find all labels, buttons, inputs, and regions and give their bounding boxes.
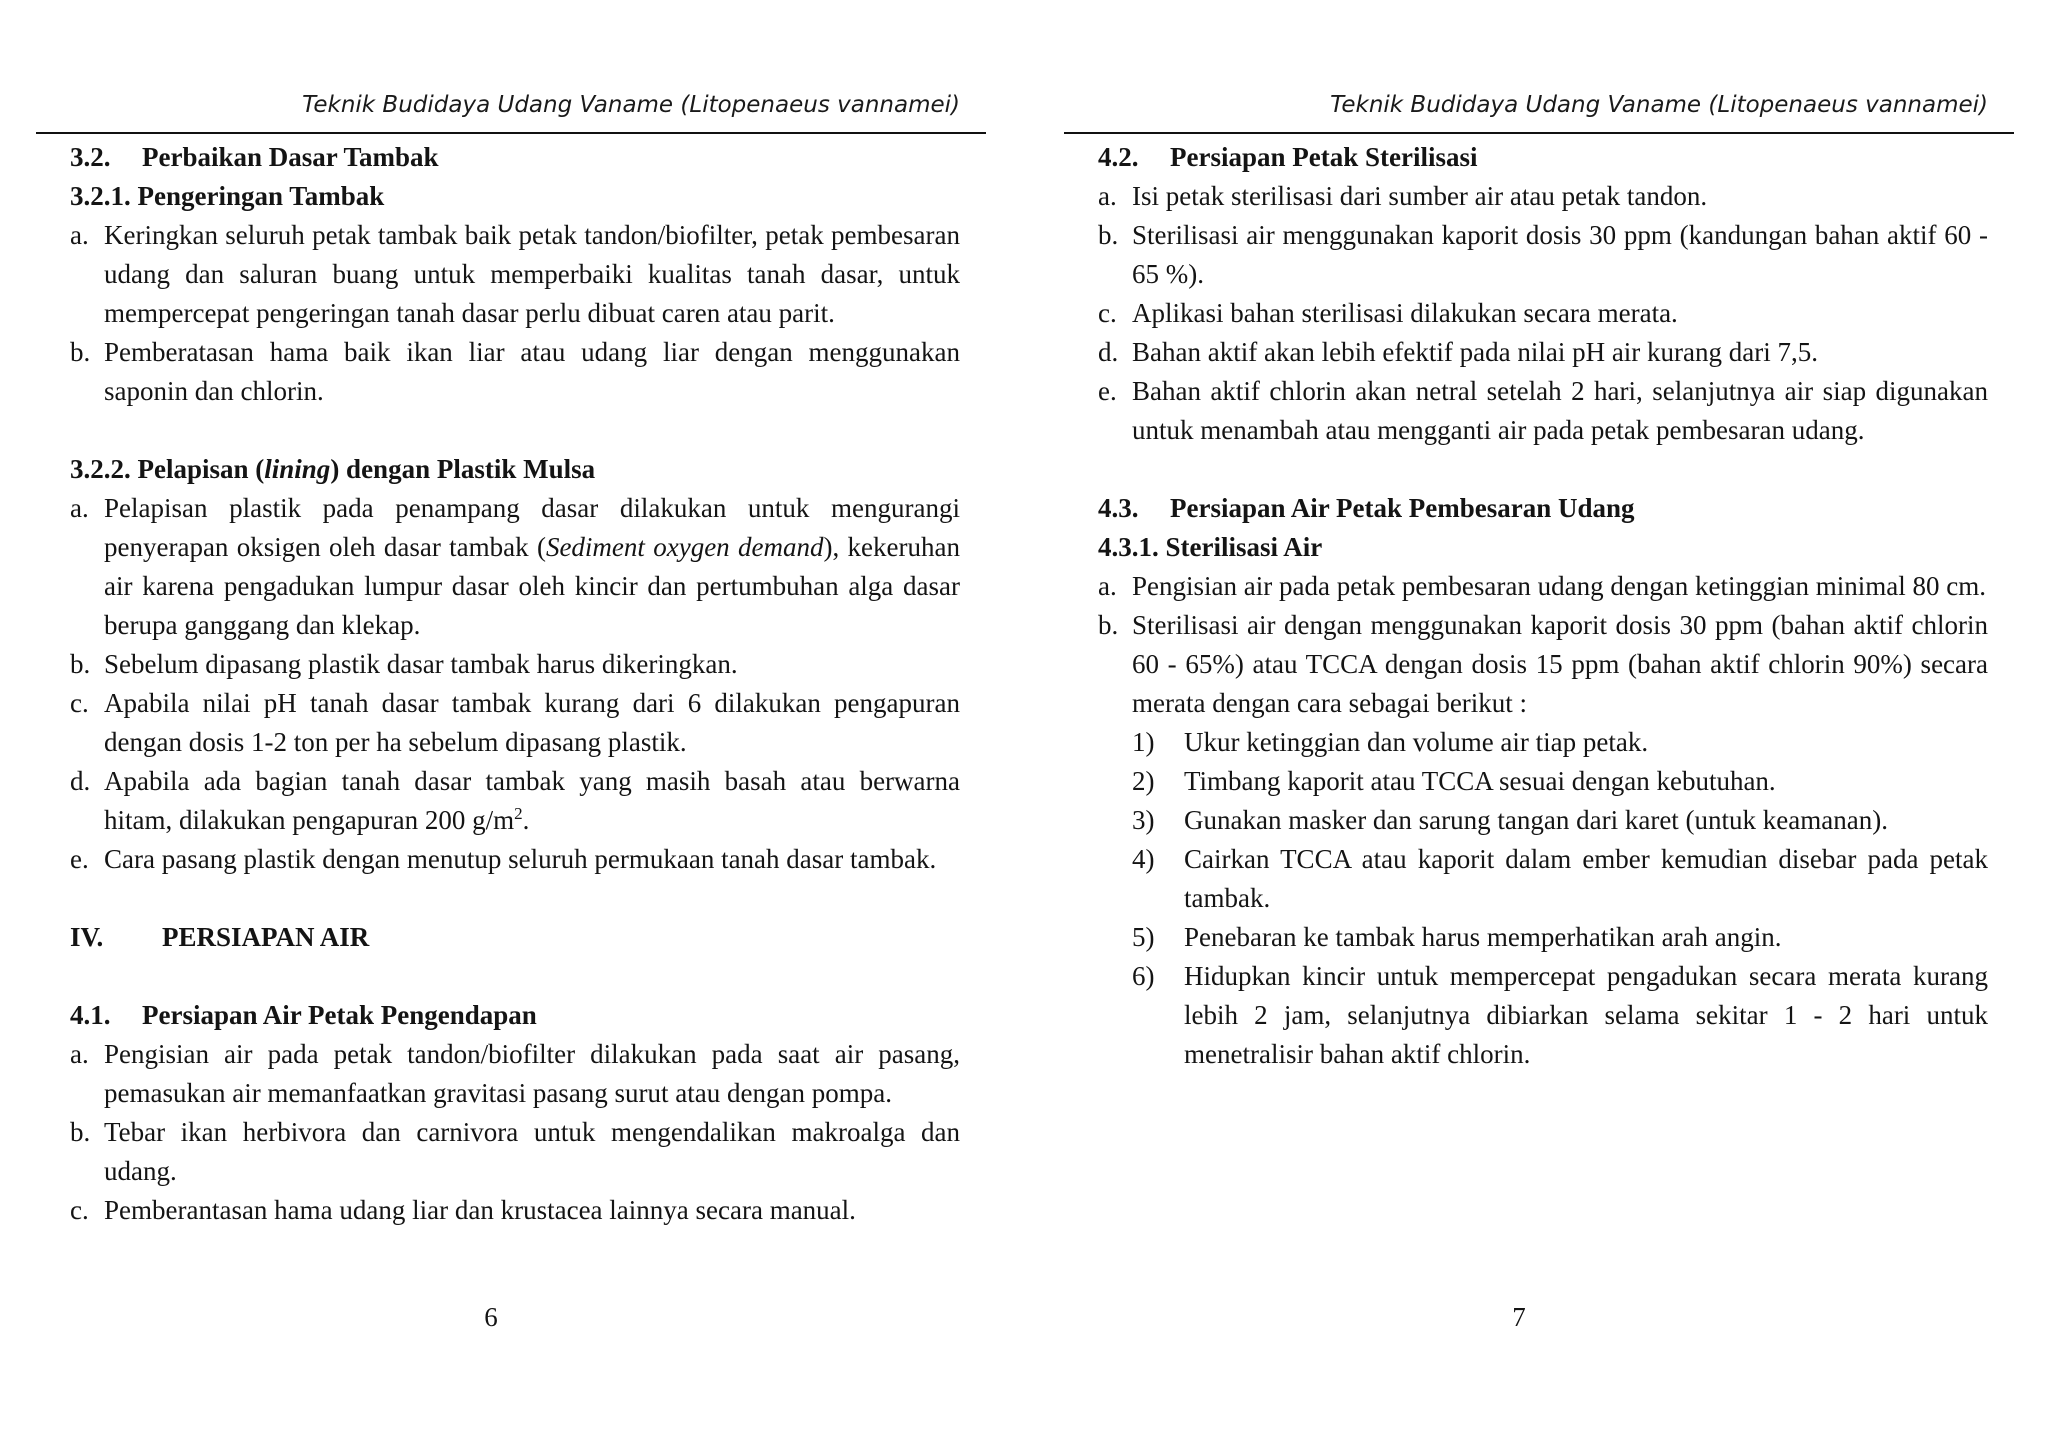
page-number: 6 [484, 1302, 498, 1332]
step-item: 1) Ukur ketinggian dan volume air tiap petak. [1132, 727, 1649, 757]
list-item: c. Pemberantasan hama udang liar dan krustacea lainnya secara manual. [70, 1195, 856, 1225]
step-item: 5) Penebaran ke tambak harus memperhatikan arah angin. [1132, 922, 1782, 952]
page-body [1098, 138, 1988, 1074]
section-heading: 4.2. Persiapan Petak Sterilisasi [1098, 142, 1478, 172]
list-item: c. Apabila nilai pH tanah dasar tambak kurang dari 6 dilakukan pengapuran dengan dosis 1-2 ton per ha sebelum dipasang plastik. [70, 688, 960, 757]
step-item: 6) Hidupkan kincir untuk mempercepat pengadukan secara merata kurang lebih 2 jam, selanjutnya dibiarkan selama sekitar 1 - 2 hari untuk menetralisir bahan aktif chlorin. [1132, 961, 1988, 1069]
running-header-title: Teknik Budidaya Udang Vaname (Litopenaeus vannamei) [302, 92, 960, 118]
list-item: a. Pengisian air pada petak tandon/biofilter dilakukan pada saat air pasang, pemasukan air memanfaatkan gravitasi pasang surut atau dengan pompa. [70, 1039, 960, 1108]
subsection-heading: 3.2.2. Pelapisan (lining) dengan Plastik Mulsa [70, 454, 596, 484]
list-item: b. Pemberatasan hama baik ikan liar atau udang liar dengan menggunakan saponin dan chlorin. [70, 337, 960, 406]
page-number: 7 [1512, 1302, 1526, 1332]
right-page [1064, 0, 2014, 1448]
list-item: b. Sebelum dipasang plastik dasar tambak harus dikeringkan. [70, 649, 738, 679]
left-page [36, 0, 986, 1448]
step-item: 2) Timbang kaporit atau TCCA sesuai dengan kebutuhan. [1132, 766, 1776, 796]
subsection-heading: 4.3.1. Sterilisasi Air [1098, 532, 1323, 562]
list-item: b. Sterilisasi air dengan menggunakan kaporit dosis 30 ppm (bahan aktif chlorin 60 - 65%) atau TCCA dengan dosis 15 ppm (bahan aktif chlorin 90%) secara merata dengan cara sebagai berikut : [1098, 610, 1988, 718]
section-heading: 3.2. Perbaikan Dasar Tambak [70, 142, 439, 172]
list-item: a. Keringkan seluruh petak tambak baik petak tandon/biofilter, petak pembesaran udang dan saluran buang untuk memperbaiki kualitas tanah dasar, untuk mempercepat pengeringan tanah dasar perlu dibuat caren atau parit. [70, 220, 960, 328]
running-header [36, 90, 986, 134]
list-item: d. Bahan aktif akan lebih efektif pada nilai pH air kurang dari 7,5. [1098, 337, 1818, 367]
page-body [70, 138, 960, 1230]
section-heading: 4.3. Persiapan Air Petak Pembesaran Udang [1098, 493, 1635, 523]
step-item: 4) Cairkan TCCA atau kaporit dalam ember kemudian disebar pada petak tambak. [1132, 844, 1988, 913]
list-item: b. Sterilisasi air menggunakan kaporit dosis 30 ppm (kandungan bahan aktif 60 - 65 %). [1098, 220, 1988, 289]
list-item: c. Aplikasi bahan sterilisasi dilakukan secara merata. [1098, 298, 1678, 328]
list-item: e. Cara pasang plastik dengan menutup seluruh permukaan tanah dasar tambak. [70, 844, 937, 874]
section-heading: 4.1. Persiapan Air Petak Pengendapan [70, 1000, 537, 1030]
chapter-heading: IV. PERSIAPAN AIR [70, 922, 370, 952]
running-header [1064, 90, 2014, 134]
list-item: e. Bahan aktif chlorin akan netral setelah 2 hari, selanjutnya air siap digunakan untuk menambah atau mengganti air pada petak pembesaran udang. [1098, 376, 1988, 445]
list-item: a. Pengisian air pada petak pembesaran udang dengan ketinggian minimal 80 cm. [1098, 571, 1986, 601]
subsection-heading: 3.2.1. Pengeringan Tambak [70, 181, 385, 211]
list-item: a. Isi petak sterilisasi dari sumber air atau petak tandon. [1098, 181, 1708, 211]
list-item: a. Pelapisan plastik pada penampang dasar dilakukan untuk mengurangi penyerapan oksigen oleh dasar tambak (Sediment oxygen demand), kekeruhan air karena pengadukan lumpur dasar oleh kincir dan pertumbuhan alga dasar berupa ganggang dan klekap. [70, 493, 960, 640]
list-item: b. Tebar ikan herbivora dan carnivora untuk mengendalikan makroalga dan udang. [70, 1117, 960, 1186]
running-header-title: Teknik Budidaya Udang Vaname (Litopenaeus vannamei) [1330, 92, 1988, 118]
list-item: d. Apabila ada bagian tanah dasar tambak yang masih basah atau berwarna hitam, dilakukan pengapuran 200 $g/m^2$. [70, 766, 960, 835]
step-item: 3) Gunakan masker dan sarung tangan dari karet (untuk keamanan). [1132, 805, 1888, 835]
